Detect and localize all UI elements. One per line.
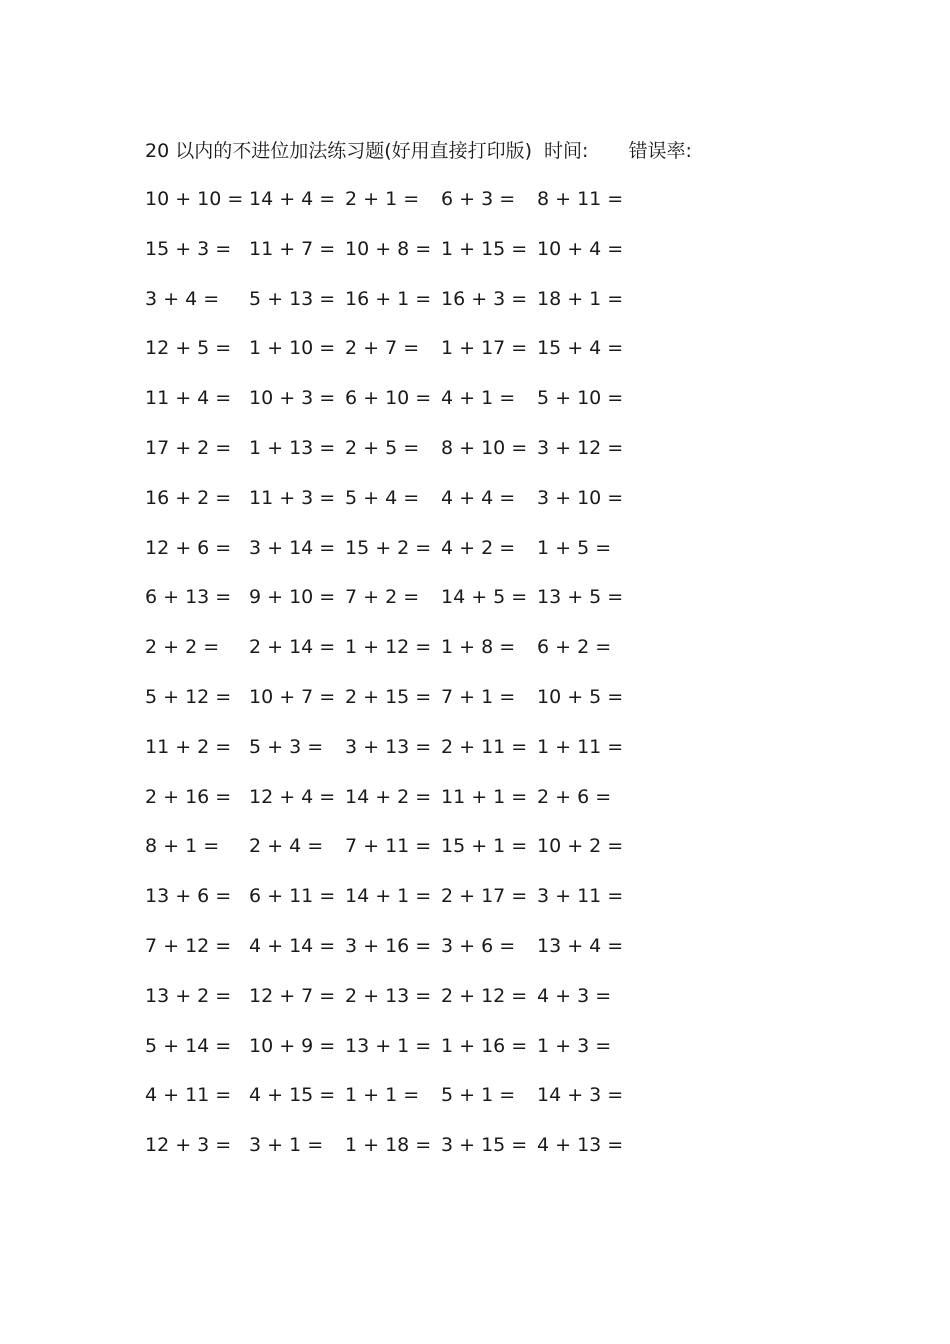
problem-cell: 1 + 12 = xyxy=(345,636,432,659)
problem-cell: 11 + 1 = xyxy=(441,785,528,808)
problem-cell: 1 + 16 = xyxy=(441,1034,528,1057)
problem-cell: 3 + 1 = xyxy=(249,1134,324,1157)
problem-cell: 5 + 14 = xyxy=(145,1034,232,1057)
problem-cell: 2 + 2 = xyxy=(145,636,220,659)
problem-cell: 4 + 11 = xyxy=(145,1084,232,1107)
problem-cell: 16 + 2 = xyxy=(145,486,232,509)
problem-cell: 18 + 1 = xyxy=(537,287,624,310)
problem-cell: 10 + 3 = xyxy=(249,387,336,410)
problem-cell: 4 + 4 = xyxy=(441,486,516,509)
problem-cell: 3 + 10 = xyxy=(537,486,624,509)
problem-cell: 12 + 3 = xyxy=(145,1134,232,1157)
problem-row xyxy=(145,186,645,236)
time-label: 时间: xyxy=(544,140,589,162)
problem-cell: 3 + 4 = xyxy=(145,287,220,310)
problem-cell: 12 + 4 = xyxy=(249,785,336,808)
problem-cell: 3 + 12 = xyxy=(537,436,624,459)
problem-cell: 14 + 5 = xyxy=(441,586,528,609)
problem-cell: 2 + 14 = xyxy=(249,636,336,659)
problem-cell: 2 + 17 = xyxy=(441,885,528,908)
problem-cell: 2 + 4 = xyxy=(249,835,324,858)
problem-cell: 3 + 6 = xyxy=(441,934,516,957)
problem-cell: 3 + 11 = xyxy=(537,885,624,908)
problem-grid xyxy=(145,186,645,1182)
problem-cell: 4 + 3 = xyxy=(537,984,612,1007)
problem-cell: 1 + 13 = xyxy=(249,436,336,459)
problem-cell: 1 + 10 = xyxy=(249,337,336,360)
problem-cell: 11 + 4 = xyxy=(145,387,232,410)
worksheet-title: 20 以内的不进位加法练习题(好用直接打印版) xyxy=(145,140,533,162)
problem-cell: 14 + 1 = xyxy=(345,885,432,908)
problem-cell: 11 + 7 = xyxy=(249,237,336,260)
problem-cell: 7 + 2 = xyxy=(345,586,420,609)
problem-cell: 1 + 5 = xyxy=(537,536,612,559)
problem-cell: 15 + 1 = xyxy=(441,835,528,858)
problem-cell: 6 + 13 = xyxy=(145,586,232,609)
problem-cell: 4 + 2 = xyxy=(441,536,516,559)
problem-cell: 10 + 5 = xyxy=(537,685,624,708)
problem-cell: 1 + 15 = xyxy=(441,237,528,260)
problem-cell: 10 + 4 = xyxy=(537,237,624,260)
problem-cell: 2 + 12 = xyxy=(441,984,528,1007)
problem-row xyxy=(145,485,645,535)
error-rate-label: 错误率: xyxy=(628,140,692,162)
problem-row xyxy=(145,236,645,286)
problem-cell: 5 + 1 = xyxy=(441,1084,516,1107)
problem-cell: 2 + 16 = xyxy=(145,785,232,808)
problem-cell: 1 + 3 = xyxy=(537,1034,612,1057)
problem-cell: 12 + 7 = xyxy=(249,984,336,1007)
problem-row xyxy=(145,933,645,983)
problem-row xyxy=(145,584,645,634)
problem-cell: 3 + 14 = xyxy=(249,536,336,559)
problem-cell: 8 + 10 = xyxy=(441,436,528,459)
problem-cell: 1 + 1 = xyxy=(345,1084,420,1107)
problem-cell: 15 + 3 = xyxy=(145,237,232,260)
problem-cell: 10 + 10 = xyxy=(145,188,244,210)
problem-cell: 2 + 5 = xyxy=(345,436,420,459)
problem-row xyxy=(145,1132,645,1182)
worksheet-header xyxy=(145,138,692,164)
problem-cell: 15 + 2 = xyxy=(345,536,432,559)
problem-cell: 3 + 15 = xyxy=(441,1134,528,1157)
problem-row xyxy=(145,435,645,485)
problem-cell: 7 + 11 = xyxy=(345,835,432,858)
problem-cell: 4 + 1 = xyxy=(441,387,516,410)
problem-cell: 4 + 15 = xyxy=(249,1084,336,1107)
problem-row xyxy=(145,335,645,385)
problem-cell: 3 + 13 = xyxy=(345,735,432,758)
problem-row xyxy=(145,734,645,784)
problem-cell: 16 + 1 = xyxy=(345,287,432,310)
problem-row xyxy=(145,1082,645,1132)
problem-row xyxy=(145,833,645,883)
problem-cell: 2 + 11 = xyxy=(441,735,528,758)
problem-cell: 14 + 3 = xyxy=(537,1084,624,1107)
problem-cell: 1 + 17 = xyxy=(441,337,528,360)
problem-cell: 13 + 4 = xyxy=(537,934,624,957)
problem-cell: 2 + 6 = xyxy=(537,785,612,808)
problem-row xyxy=(145,983,645,1033)
problem-row xyxy=(145,684,645,734)
problem-cell: 14 + 2 = xyxy=(345,785,432,808)
problem-cell: 13 + 2 = xyxy=(145,984,232,1007)
problem-row xyxy=(145,883,645,933)
problem-cell: 16 + 3 = xyxy=(441,287,528,310)
problem-cell: 13 + 5 = xyxy=(537,586,624,609)
problem-cell: 11 + 3 = xyxy=(249,486,336,509)
problem-row xyxy=(145,1033,645,1083)
problem-cell: 12 + 6 = xyxy=(145,536,232,559)
problem-cell: 4 + 13 = xyxy=(537,1134,624,1157)
problem-row xyxy=(145,784,645,834)
problem-cell: 10 + 2 = xyxy=(537,835,624,858)
problem-cell: 9 + 10 = xyxy=(249,586,336,609)
problem-cell: 8 + 11 = xyxy=(537,188,624,210)
problem-cell: 6 + 10 = xyxy=(345,387,432,410)
problem-row xyxy=(145,535,645,585)
problem-cell: 5 + 10 = xyxy=(537,387,624,410)
problem-row xyxy=(145,634,645,684)
problem-cell: 3 + 16 = xyxy=(345,934,432,957)
problem-cell: 6 + 11 = xyxy=(249,885,336,908)
problem-cell: 1 + 18 = xyxy=(345,1134,432,1157)
problem-cell: 13 + 1 = xyxy=(345,1034,432,1057)
problem-cell: 5 + 3 = xyxy=(249,735,324,758)
problem-cell: 4 + 14 = xyxy=(249,934,336,957)
problem-cell: 1 + 11 = xyxy=(537,735,624,758)
problem-cell: 17 + 2 = xyxy=(145,436,232,459)
problem-cell: 10 + 9 = xyxy=(249,1034,336,1057)
problem-cell: 15 + 4 = xyxy=(537,337,624,360)
problem-cell: 6 + 3 = xyxy=(441,188,516,210)
problem-cell: 7 + 1 = xyxy=(441,685,516,708)
problem-cell: 8 + 1 = xyxy=(145,835,220,858)
problem-row xyxy=(145,385,645,435)
problem-cell: 2 + 1 = xyxy=(345,188,420,210)
problem-cell: 10 + 8 = xyxy=(345,237,432,260)
problem-cell: 5 + 13 = xyxy=(249,287,336,310)
problem-cell: 7 + 12 = xyxy=(145,934,232,957)
problem-cell: 2 + 7 = xyxy=(345,337,420,360)
problem-cell: 13 + 6 = xyxy=(145,885,232,908)
problem-cell: 11 + 2 = xyxy=(145,735,232,758)
problem-cell: 1 + 8 = xyxy=(441,636,516,659)
problem-cell: 6 + 2 = xyxy=(537,636,612,659)
problem-cell: 5 + 12 = xyxy=(145,685,232,708)
problem-cell: 2 + 15 = xyxy=(345,685,432,708)
problem-cell: 14 + 4 = xyxy=(249,188,336,210)
problem-cell: 2 + 13 = xyxy=(345,984,432,1007)
problem-row xyxy=(145,286,645,336)
problem-cell: 12 + 5 = xyxy=(145,337,232,360)
problem-cell: 5 + 4 = xyxy=(345,486,420,509)
problem-cell: 10 + 7 = xyxy=(249,685,336,708)
